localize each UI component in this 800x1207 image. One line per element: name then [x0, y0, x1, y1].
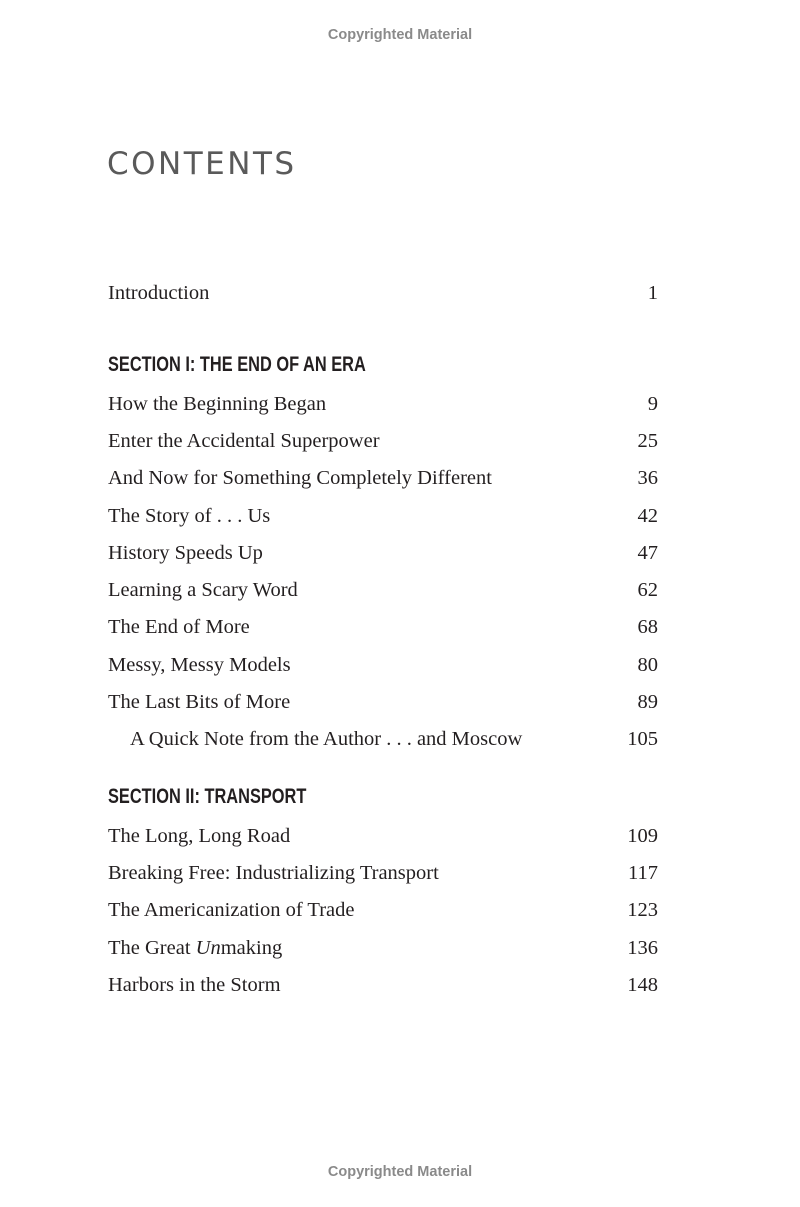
toc-entry[interactable] [108, 892, 658, 929]
section-2-entries [108, 818, 658, 1004]
entry-page: 62 [637, 579, 658, 602]
page-title: CONTENTS [107, 146, 297, 182]
toc-entry[interactable] [108, 647, 658, 684]
label-part: The Great [108, 936, 196, 959]
entry-page: 105 [627, 728, 658, 751]
entry-label: The End of More [108, 616, 250, 639]
entry-page: 68 [637, 616, 658, 639]
copyright-header: Copyrighted Material [327, 27, 473, 43]
toc-entry[interactable] [108, 967, 658, 1004]
entry-page: 80 [637, 653, 658, 676]
entry-label: Breaking Free: Industrializing Transport [108, 861, 439, 884]
entry-label: The Story of . . . Us [108, 504, 271, 527]
toc-entry[interactable] [108, 929, 658, 966]
entry-page: 1 [647, 282, 658, 305]
entry-page: 89 [637, 691, 658, 714]
entry-label: Messy, Messy Models [108, 653, 291, 676]
toc-entry[interactable] [108, 275, 658, 312]
toc-intro [108, 275, 658, 312]
label-part: making [220, 936, 283, 959]
label-emphasis: Un [195, 936, 221, 959]
entry-page: 117 [628, 861, 658, 884]
entry-page: 9 [647, 392, 658, 415]
entry-label: The Americanization of Trade [108, 899, 355, 922]
copyright-footer: Copyrighted Material [327, 1164, 473, 1180]
entry-page: 109 [627, 824, 658, 847]
entry-page: 36 [637, 467, 658, 490]
section-heading: SECTION II: TRANSPORT [108, 785, 307, 808]
entry-label: The Last Bits of More [108, 691, 291, 714]
entry-page: 47 [637, 541, 658, 564]
entry-label: Learning a Scary Word [108, 579, 298, 602]
section-1-entries [108, 386, 658, 759]
entry-page: 136 [627, 936, 658, 959]
toc-entry[interactable] [108, 497, 658, 534]
entry-label: Harbors in the Storm [108, 973, 281, 996]
toc-entry[interactable] [108, 572, 658, 609]
entry-label: A Quick Note from the Author . . . and Moscow [130, 728, 523, 751]
entry-label: History Speeds Up [108, 541, 263, 564]
entry-page: 148 [627, 973, 658, 996]
section-heading: SECTION I: THE END OF AN ERA [108, 353, 366, 376]
entry-page: 25 [637, 429, 658, 452]
entry-label: Enter the Accidental Superpower [108, 429, 380, 452]
toc-entry[interactable] [108, 535, 658, 572]
toc-entry[interactable] [108, 684, 658, 721]
toc-entry[interactable] [108, 818, 658, 855]
toc-entry[interactable] [108, 609, 658, 646]
entry-page: 123 [627, 899, 658, 922]
toc-entry[interactable] [108, 460, 658, 497]
toc-subentry[interactable] [108, 721, 658, 758]
entry-label: How the Beginning Began [108, 392, 327, 415]
toc-entry[interactable] [108, 423, 658, 460]
entry-label: Introduction [108, 282, 210, 305]
entry-page: 42 [637, 504, 658, 527]
entry-label: And Now for Something Completely Different [108, 467, 492, 490]
entry-label: The Long, Long Road [108, 824, 291, 847]
entry-label [108, 937, 282, 960]
toc-entry[interactable] [108, 855, 658, 892]
toc-entry[interactable] [108, 386, 658, 423]
